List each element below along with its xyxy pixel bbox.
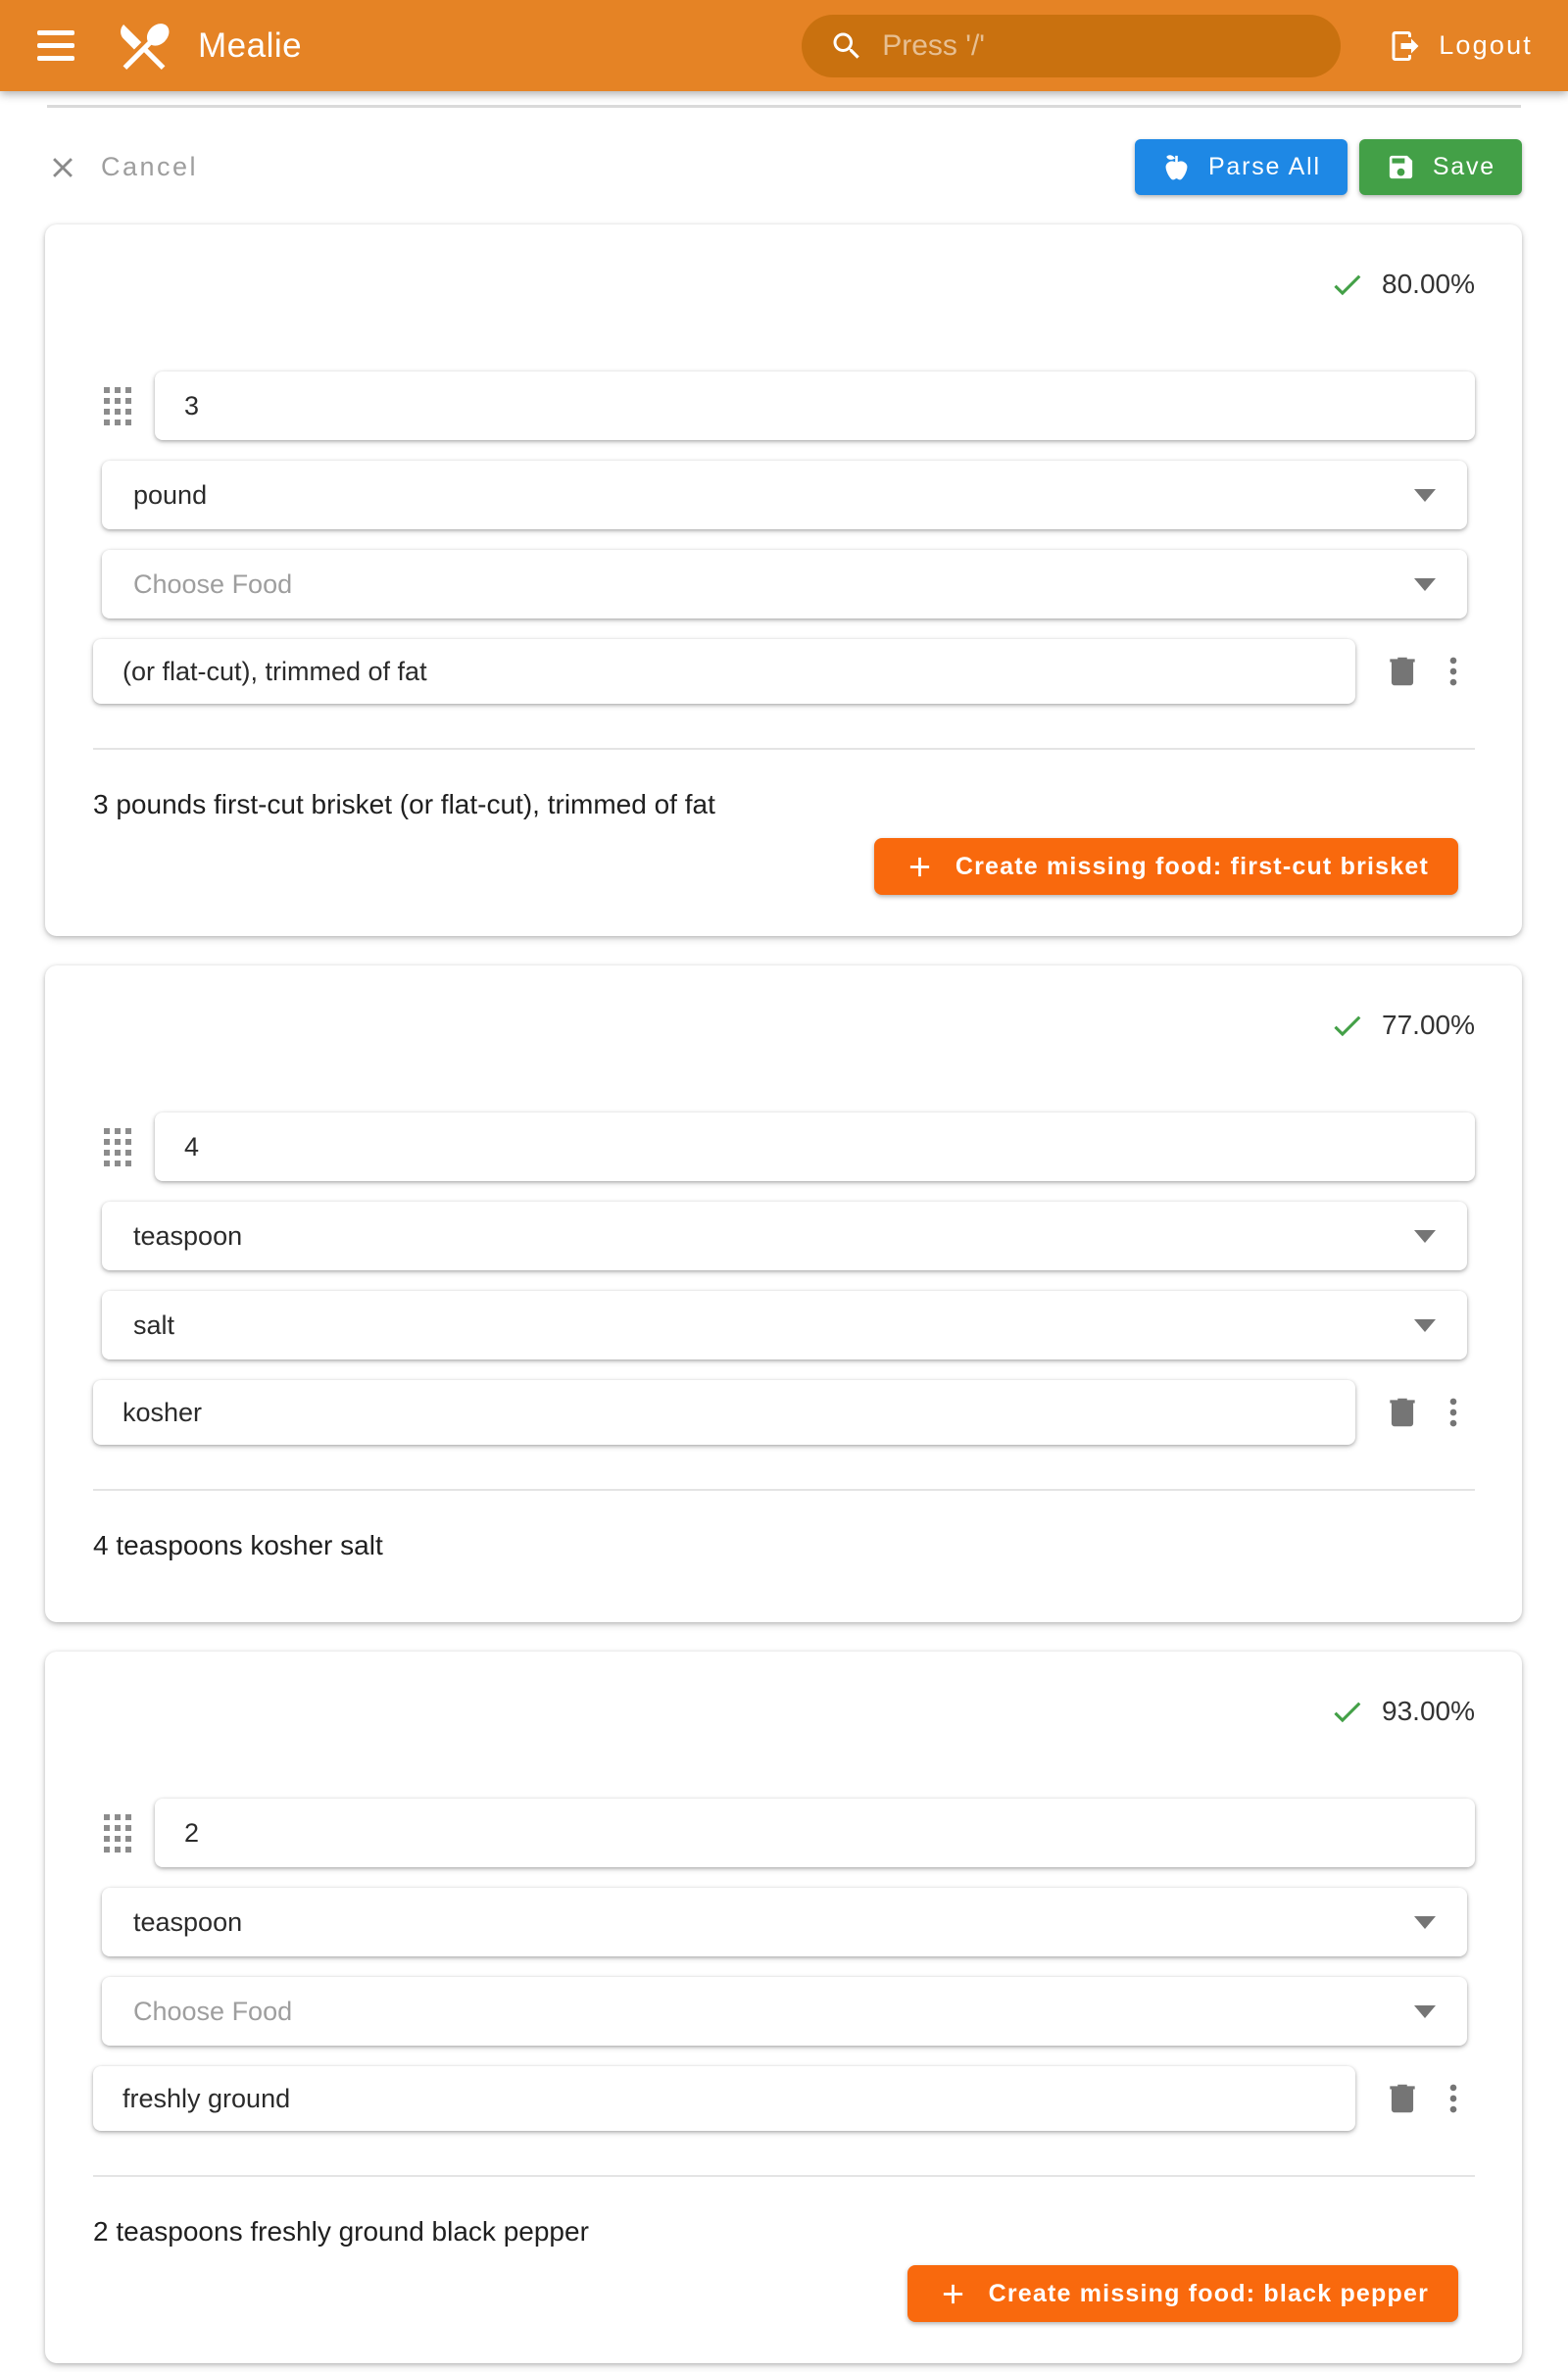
unit-select[interactable] — [102, 1888, 1467, 1956]
original-ingredient-text: 3 pounds first-cut brisket (or flat-cut), trimmed of fat — [93, 789, 715, 819]
close-icon — [46, 151, 79, 184]
trash-icon — [1384, 2080, 1421, 2117]
food-placeholder: Choose Food — [133, 1996, 293, 2026]
ingredient-card-2 — [45, 965, 1522, 1622]
kebab-menu-icon — [1435, 1394, 1472, 1431]
more-options-button[interactable] — [1428, 646, 1479, 697]
unit-value: teaspoon — [133, 1906, 243, 1937]
app-title: Mealie — [198, 25, 303, 65]
food-select[interactable] — [102, 1977, 1467, 2046]
parse-all-label: Parse All — [1207, 153, 1321, 180]
editor-toolbar — [46, 139, 1522, 195]
drag-handle-icon[interactable] — [104, 1128, 131, 1166]
cancel-button[interactable] — [46, 151, 198, 184]
confidence-row — [45, 262, 1522, 307]
drag-handle-icon[interactable] — [104, 1814, 131, 1853]
content-top-divider — [47, 105, 1521, 108]
kebab-menu-icon — [1435, 653, 1472, 690]
app-bar — [0, 0, 1568, 91]
hamburger-menu-icon[interactable] — [37, 30, 74, 61]
confidence-value: 93.00% — [1382, 1696, 1475, 1726]
logout-label: Logout — [1439, 30, 1533, 60]
kebab-menu-icon — [1435, 2080, 1472, 2117]
note-input[interactable] — [93, 2084, 1355, 2114]
search-placeholder: Press '/' — [882, 28, 986, 62]
chevron-down-icon — [1414, 1319, 1436, 1332]
note-field — [93, 639, 1355, 704]
food-select[interactable] — [102, 550, 1467, 618]
food-row — [45, 550, 1522, 618]
check-icon — [1329, 267, 1365, 303]
quantity-row — [45, 371, 1522, 440]
check-icon — [1329, 1694, 1365, 1730]
card-divider — [93, 2175, 1475, 2177]
apple-icon — [1161, 152, 1192, 182]
unit-value: teaspoon — [133, 1220, 243, 1251]
quantity-input[interactable] — [155, 1818, 1475, 1849]
quantity-field — [155, 1112, 1475, 1181]
ingredient-card-3 — [45, 1652, 1522, 2363]
create-missing-food-button[interactable] — [874, 838, 1458, 895]
plus-icon — [904, 851, 936, 883]
note-input[interactable] — [93, 657, 1355, 687]
unit-value: pound — [133, 479, 208, 510]
search-icon — [829, 28, 864, 64]
quantity-field — [155, 371, 1475, 440]
quantity-input[interactable] — [155, 391, 1475, 421]
logout-icon — [1388, 28, 1423, 64]
note-row — [45, 1380, 1522, 1445]
save-label: Save — [1432, 153, 1495, 180]
chevron-down-icon — [1414, 2005, 1436, 2018]
save-icon — [1386, 152, 1416, 182]
food-row — [45, 1291, 1522, 1359]
more-options-button[interactable] — [1428, 2073, 1479, 2124]
note-field — [93, 1380, 1355, 1445]
logout-button[interactable] — [1382, 28, 1539, 64]
card-divider — [93, 1489, 1475, 1491]
missing-food-row — [45, 838, 1458, 895]
delete-button[interactable] — [1377, 1387, 1428, 1438]
quantity-row — [45, 1112, 1522, 1181]
confidence-value: 80.00% — [1382, 269, 1475, 299]
drag-handle-icon[interactable] — [104, 387, 131, 425]
chevron-down-icon — [1414, 578, 1436, 591]
delete-button[interactable] — [1377, 2073, 1428, 2124]
mealie-logo-icon — [114, 16, 174, 76]
original-ingredient-text: 2 teaspoons freshly ground black pepper — [93, 2216, 589, 2247]
original-ingredient-text: 4 teaspoons kosher salt — [93, 1530, 383, 1560]
create-missing-food-label: Create missing food: black pepper — [988, 2279, 1429, 2307]
trash-icon — [1384, 653, 1421, 690]
food-row — [45, 1977, 1522, 2046]
ingredient-card-1 — [45, 224, 1522, 936]
trash-icon — [1384, 1394, 1421, 1431]
note-field — [93, 2066, 1355, 2131]
chevron-down-icon — [1414, 1230, 1436, 1243]
confidence-row — [45, 1689, 1522, 1734]
unit-row — [45, 1202, 1522, 1270]
unit-select[interactable] — [102, 461, 1467, 529]
plus-icon — [937, 2278, 969, 2310]
create-missing-food-label: Create missing food: first-cut brisket — [955, 852, 1429, 880]
quantity-row — [45, 1799, 1522, 1867]
cancel-label: Cancel — [101, 152, 199, 181]
food-select[interactable] — [102, 1291, 1467, 1359]
confidence-value: 77.00% — [1382, 1010, 1475, 1040]
quantity-field — [155, 1799, 1475, 1867]
note-row — [45, 639, 1522, 704]
quantity-input[interactable] — [155, 1132, 1475, 1162]
card-divider — [93, 748, 1475, 750]
search-input[interactable] — [802, 15, 1341, 77]
note-row — [45, 2066, 1522, 2131]
create-missing-food-button[interactable] — [907, 2265, 1458, 2322]
parse-all-button[interactable] — [1135, 139, 1348, 195]
save-button[interactable] — [1359, 139, 1522, 195]
check-icon — [1329, 1008, 1365, 1044]
chevron-down-icon — [1414, 1916, 1436, 1929]
note-input[interactable] — [93, 1398, 1355, 1428]
confidence-row — [45, 1003, 1522, 1048]
food-placeholder: Choose Food — [133, 568, 293, 599]
food-value: salt — [133, 1310, 175, 1340]
delete-button[interactable] — [1377, 646, 1428, 697]
unit-row — [45, 461, 1522, 529]
chevron-down-icon — [1414, 489, 1436, 502]
unit-select[interactable] — [102, 1202, 1467, 1270]
missing-food-row — [45, 2265, 1458, 2322]
more-options-button[interactable] — [1428, 1387, 1479, 1438]
unit-row — [45, 1888, 1522, 1956]
